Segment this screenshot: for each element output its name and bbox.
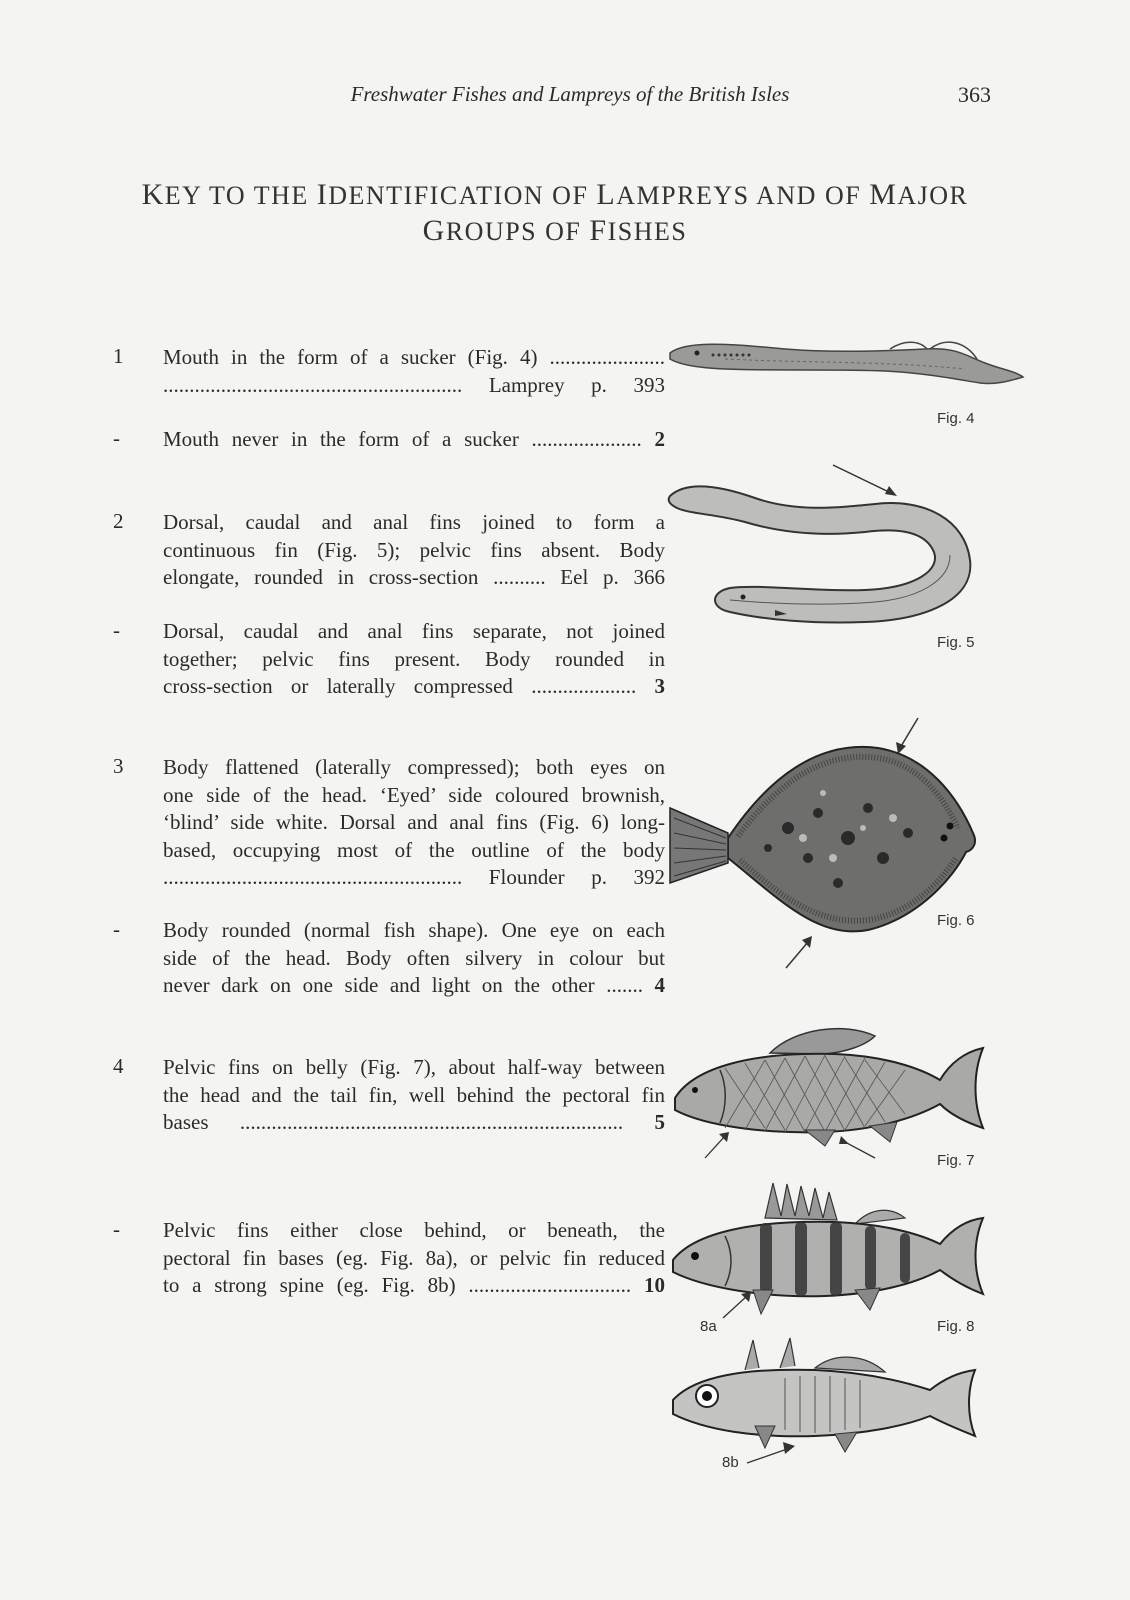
figure-label: Fig. 4 [937,410,975,427]
couplet-text [163,618,665,701]
couplet-reference: 5 [654,1110,665,1134]
couplet-line: based, occupying most of the outline of the body [163,837,665,862]
carp-illustration [665,1018,985,1163]
eye-icon [741,595,746,600]
couplet-line: bases ......................................................................... 5 [163,1110,665,1134]
couplet-line: Dorsal, caudal and anal fins separate, not joined [163,619,665,643]
couplet-reference: 10 [644,1273,665,1297]
couplet-line: one side of the head. ‘Eyed’ side coloured brownish, [163,782,665,807]
couplet-reference: 2 [654,427,665,451]
couplet-text [163,344,665,399]
page-title-line-1 [130,178,980,212]
couplet-number: - [113,917,120,941]
lamprey-illustration [665,335,1025,400]
eye-icon [702,1391,712,1401]
couplet-text [163,754,665,892]
couplet-number: - [113,426,120,450]
title-cap: F [589,214,608,247]
title-text: ROUPS OF [445,217,590,246]
figure-label: Fig. 7 [937,1152,975,1169]
couplet-line: Body flattened (laterally compressed); both eyes on [163,755,665,779]
couplet-line: Pelvic fins on belly (Fig. 7), about half-way between [163,1055,665,1079]
page-title-line-2 [130,214,980,248]
eye-icon [947,823,954,830]
title-text: ISHES [607,217,688,246]
stickleback-illustration [665,1338,985,1478]
flounder-illustration [668,718,988,978]
couplet-line: cross-section or laterally compressed .................... 3 [163,674,665,698]
couplet-line: to a strong spine (eg. Fig. 8b) ............................... 10 [163,1273,665,1297]
title-text: EY TO THE [164,181,317,210]
couplet-line: Mouth in the form of a sucker (Fig. 4) ...................... [163,345,665,369]
couplet-line: elongate, rounded in cross-section .......... Eel p. 366 [163,565,665,589]
couplet-line: ......................................................... Lamprey p. 393 [163,372,665,397]
title-cap: L [596,178,617,211]
eye-icon [692,1087,698,1093]
couplet-number: 4 [113,1054,124,1078]
eye-icon [695,351,700,356]
title-cap: M [869,178,898,211]
title-text: AMPREYS AND OF [616,181,870,210]
title-cap: G [422,214,446,247]
couplet-text [163,917,665,1000]
couplet-line: side of the head. Body often silvery in colour but [163,945,665,970]
couplet-line: Pelvic fins either close behind, or beneath, the [163,1218,665,1242]
couplet-text [163,509,665,592]
figure-label: Fig. 5 [937,634,975,651]
couplet-line: pectoral fin bases (eg. Fig. 8a), or pelvic fin reduced [163,1245,665,1270]
page-number: 363 [958,82,991,107]
couplet-line: continuous fin (Fig. 5); pelvic fins absent. Body [163,537,665,562]
couplet-text [163,426,665,454]
couplet-number: 1 [113,344,124,368]
eye-icon [691,1252,699,1260]
perch-illustration [665,1178,985,1323]
couplet-line: together; pelvic fins present. Body rounded in [163,646,665,671]
couplet-line: never dark on one side and light on the other ....... 4 [163,973,665,997]
running-title: Freshwater Fishes and Lampreys of the British Isles [350,82,790,106]
couplet-reference: 3 [654,674,665,698]
eel-illustration [665,460,985,640]
couplet-number: 2 [113,509,124,533]
title-text: DENTIFICATION OF [328,181,597,210]
couplet-line: ......................................................... Flounder p. 392 [163,865,665,889]
couplet-line: Dorsal, caudal and anal fins joined to form a [163,510,665,534]
couplet-text [163,1054,665,1137]
couplet-line: Body rounded (normal fish shape). One eye on each [163,918,665,942]
couplet-number: - [113,618,120,642]
couplet-text [163,1217,665,1300]
couplet-number: 3 [113,754,124,778]
figure-label: Fig. 8 [937,1318,975,1335]
figure-label-8a: 8a [700,1318,717,1335]
eye-icon [941,835,948,842]
title-cap: K [141,178,165,211]
couplet-number: - [113,1217,120,1241]
title-cap: I [316,178,329,211]
couplet-line: the head and the tail fin, well behind the pectoral fin [163,1082,665,1107]
couplet-line: Mouth never in the form of a sucker ..................... 2 [163,427,665,451]
couplet-reference: 4 [654,973,665,997]
title-text: AJOR [897,181,969,210]
couplet-line: ‘blind’ side white. Dorsal and anal fins (Fig. 6) long- [163,810,665,834]
figure-label-8b: 8b [722,1454,739,1471]
figure-label: Fig. 6 [937,912,975,929]
